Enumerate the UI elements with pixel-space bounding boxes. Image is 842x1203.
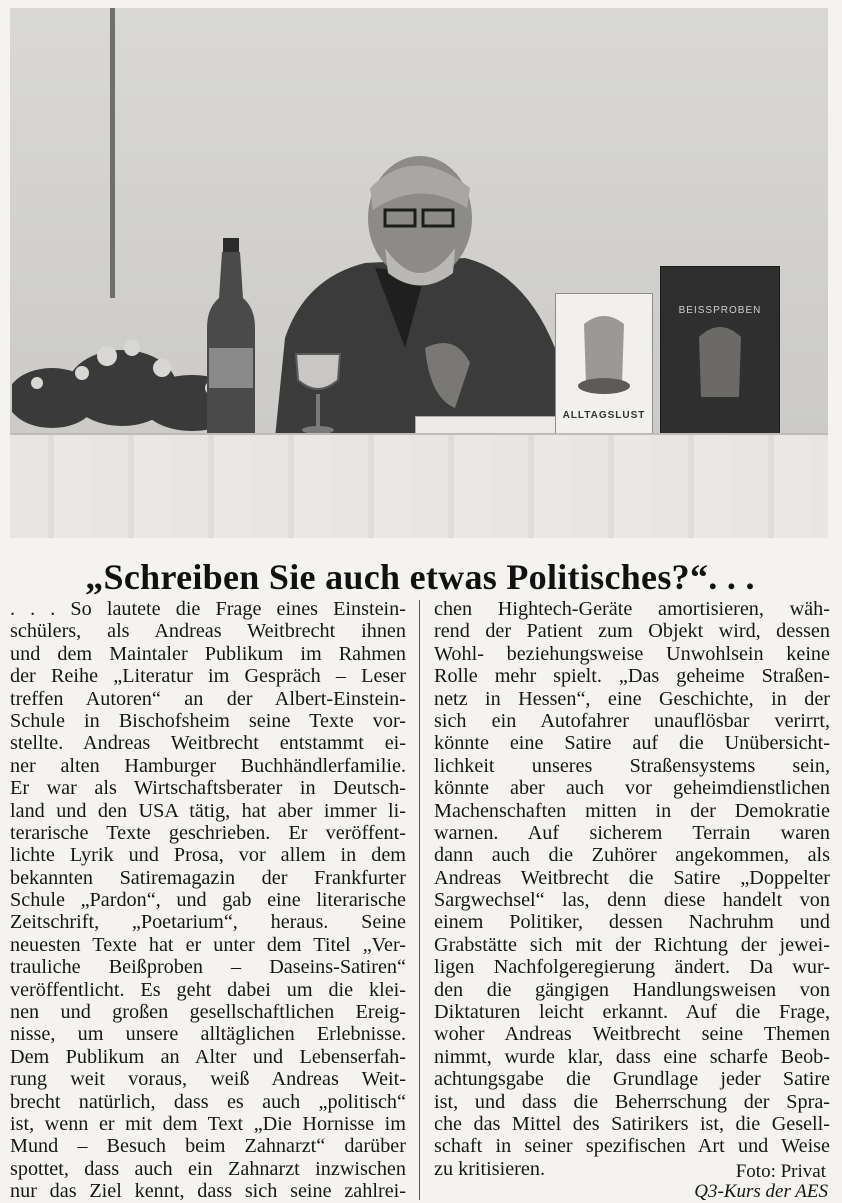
article-text-line: stellte. Andreas Weitbrecht entstammt ei-	[10, 732, 406, 755]
article-text-line: . . . So lautete die Frage eines Einstein-	[10, 598, 406, 620]
article-text-line: ner alten Hamburger Buchhändlerfamilie.	[10, 754, 406, 777]
article-text-line: ist, und dass die Beherrschung der Spra-	[434, 1090, 830, 1113]
article-text-line: könnte aber auch vor geheimdienstlichen	[434, 777, 830, 800]
photo-credit: Foto: Privat	[735, 1161, 826, 1182]
article-text-line: netz in Hessen“, eine Geschichte, in der	[434, 687, 830, 710]
article-text-line: neuesten Texte hat er unter dem Titel „Ver-	[10, 933, 406, 956]
article-text-line: Grabstätte sich mit der Richtung der jewei-	[434, 933, 830, 956]
article-text-line: veröffentlicht. Es geht dabei um die klei-	[10, 978, 406, 1001]
book1-title: ALLTAGSLUST	[562, 410, 646, 421]
book-beissproben	[660, 266, 780, 438]
article-text-line: dann auch die Zuhörer angekommen, als	[434, 844, 830, 867]
article-photo	[10, 8, 828, 538]
article-text-line: terarische Texte geschrieben. Er veröffent-	[10, 821, 406, 844]
article-text-line: Dem Publikum an Alter und Lebenserfah-	[10, 1045, 406, 1068]
article-text-line: ist, wenn er mit dem Text „Die Hornisse im	[10, 1112, 406, 1135]
column-divider	[419, 600, 420, 1200]
article-text-line: warnen. Auf sicherem Terrain waren	[434, 821, 830, 844]
table-cloth	[10, 433, 828, 538]
book-alltagslust	[555, 293, 653, 439]
article-text-line: rung weit voraus, weiß Andreas Weit-	[10, 1068, 406, 1091]
article-text-line: che das Mittel des Satirikers ist, die Gesell-	[434, 1112, 830, 1135]
article-text-line: spottet, dass auch ein Zahnarzt inzwischen	[10, 1157, 406, 1180]
article-text-line: und dem Maintaler Publikum im Rahmen	[10, 642, 406, 665]
article-text-line: Er war als Wirtschaftsberater in Deutsch-	[10, 777, 406, 800]
article-text-line: sich ein Autofahrer unauflösbar verirrt,	[434, 709, 830, 732]
article-text-line: Zeitschrift, „Poetarium“, heraus. Seine	[10, 911, 406, 934]
article-text-line: Rolle mehr spielt. „Das geheime Straßen-	[434, 665, 830, 688]
article-text-line: Machenschaften mitten in der Demokratie	[434, 799, 830, 822]
article-text-line: Sargwechsel“ las, denn diese handelt von	[434, 889, 830, 912]
water-bottle	[203, 238, 259, 434]
microphone-stand	[110, 8, 115, 298]
article-text-line: achtungsgabe die Grundlage jeder Satire	[434, 1068, 830, 1091]
article-text-line: nur das Ziel kennt, dass sich seine zahlrei-	[10, 1180, 406, 1203]
article-text-line: land und den USA tätig, hat aber immer li-	[10, 799, 406, 822]
article-byline: Q3-Kurs der AES	[694, 1181, 828, 1202]
article-text-line: könnte eine Satire auf die Unübersicht-	[434, 732, 830, 755]
article-text-line: den die gängigen Handlungsweisen von	[434, 978, 830, 1001]
article-text-line: lichkeit unseres Straßensystems sein,	[434, 754, 830, 777]
article-text-line: Mund – Besuch beim Zahnarzt“ darüber	[10, 1135, 406, 1158]
book2-title: BEISSPROBEN	[678, 305, 762, 316]
article-text-line: schülers, als Andreas Weitbrecht ihnen	[10, 620, 406, 643]
article-text-line: lichte Lyrik und Prosa, vor allem in dem	[10, 844, 406, 867]
article-text-line: Wohl- beziehungsweise Unwohlsein keine	[434, 642, 830, 665]
article-headline: „Schreiben Sie auch etwas Politisches?“. . .	[85, 557, 755, 597]
article-text-line: treffen Autoren“ an der Albert-Einstein-	[10, 687, 406, 710]
book-cover-illustration	[661, 267, 779, 437]
article-text-line: nisse, um unsere alltäglichen Erlebnisse.	[10, 1023, 406, 1046]
article-text-line: rend der Patient zum Objekt wird, dessen	[434, 620, 830, 643]
article-text-line: chen Hightech-Geräte amortisieren, wäh-	[434, 598, 830, 620]
article-column-left	[10, 598, 406, 1203]
article-text-line: nen und großen gesellschaftlichen Ereig-	[10, 1001, 406, 1024]
article-text-line: einem Politiker, dessen Nachruhm und	[434, 911, 830, 934]
article-text-line: nimmt, wurde klar, dass eine scharfe Beob-	[434, 1045, 830, 1068]
article-column-right	[434, 598, 830, 1180]
article-text-line: Schule in Bischofsheim seine Texte vor-	[10, 709, 406, 732]
article-text-line: trauliche Beißproben – Daseins-Satiren“	[10, 956, 406, 979]
article-text-line: bekannten Satiremagazin der Frankfurter	[10, 866, 406, 889]
article-text-line: der Reihe „Literatur im Gespräch – Leser	[10, 665, 406, 688]
article-text-line: schaft in seiner spezifischen Art und Weise	[434, 1135, 830, 1158]
article-text-line: Andreas Weitbrecht die Satire „Doppelter	[434, 866, 830, 889]
article-text-line: brecht natürlich, dass es auch „politisch“	[10, 1090, 406, 1113]
article-text-line: woher Andreas Weitbrecht seine Themen	[434, 1023, 830, 1046]
article-text-line: Schule „Pardon“, und gab eine literarische	[10, 889, 406, 912]
article-text-line: ligen Nachfolgeregierung ändert. Da wur-	[434, 956, 830, 979]
article-text-line: zu kritisieren.	[434, 1157, 545, 1180]
wine-glass	[288, 350, 348, 436]
article-text-line: Diktaturen leicht erkannt. Auf die Frage,	[434, 1001, 830, 1024]
